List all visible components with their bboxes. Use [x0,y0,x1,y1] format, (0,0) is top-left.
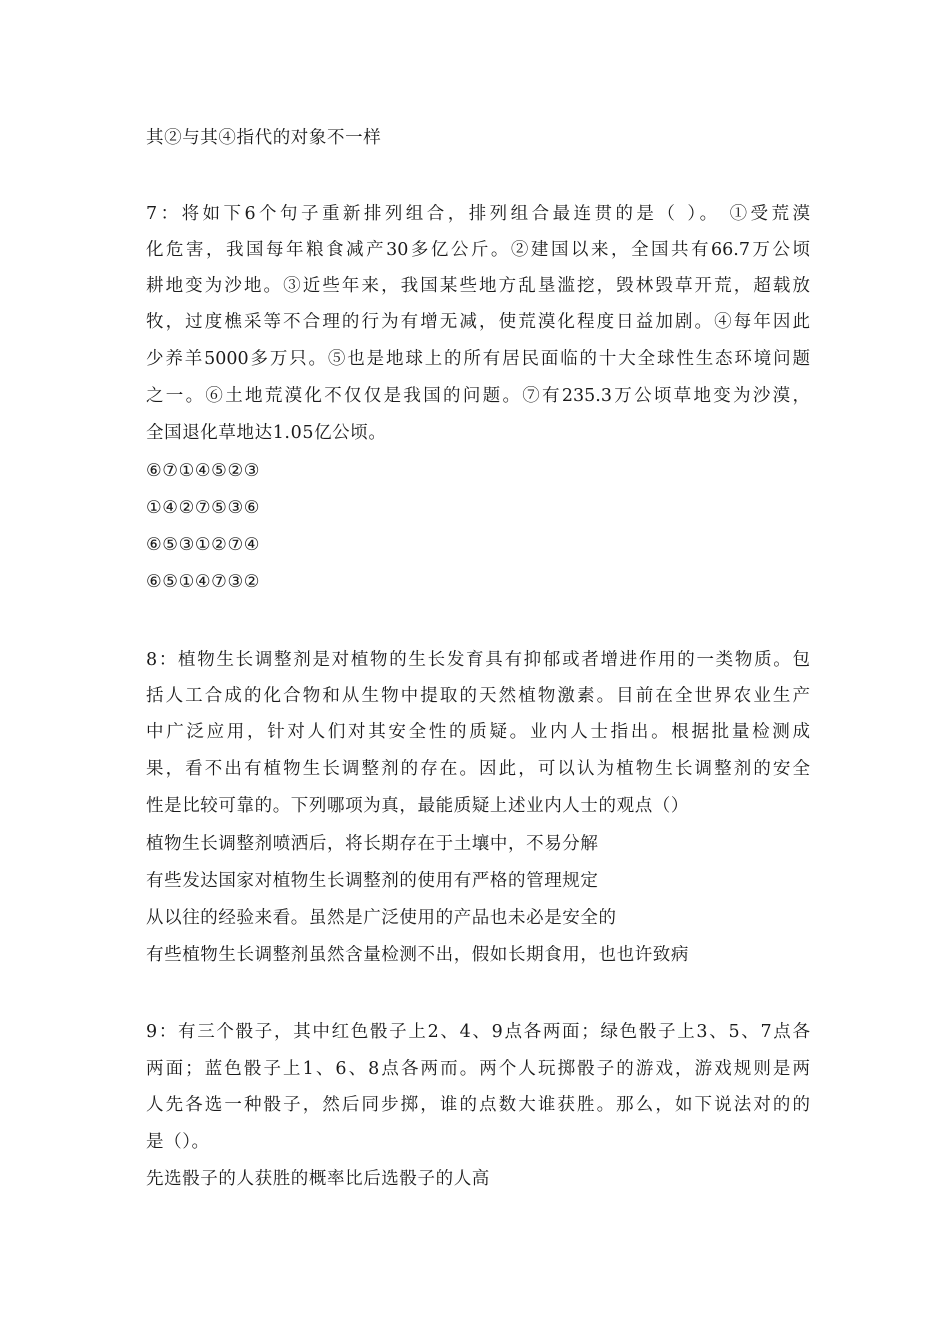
q8-line: 括人工合成的化合物和从生物中提取的天然植物激素。目前在全世界农业生产 [146,686,810,706]
q7-line: 之一。⑥土地荒漠化不仅仅是我国的问题。⑦有235.3万公顷草地变为沙漠， [146,386,810,406]
q7-line: 全国退化草地达1.05亿公顷。 [146,423,387,443]
q7-option: ⑥⑤①④⑦③② [146,572,261,592]
q8-line: 性是比较可靠的。下列哪项为真，最能质疑上述业内人士的观点（） [146,796,689,816]
q8-option: 植物生长调整剂喷洒后，将长期存在于土壤中，不易分解 [146,834,599,854]
q7-line: 牧，过度樵采等不合理的行为有增无减，使荒漠化程度日益加剧。④每年因此 [146,312,810,332]
q8-option: 有些发达国家对植物生长调整剂的使用有严格的管理规定 [146,871,599,891]
q8-line: 8：植物生长调整剂是对植物的生长发育具有抑郁或者增进作用的一类物质。包 [146,650,810,670]
q9-line: 是（）。 [146,1132,210,1152]
q7-line: 少养羊5000多万只。⑤也是地球上的所有居民面临的十大全球性生态环境问题 [146,349,810,369]
q7-line: 7：将如下6个句子重新排列组合，排列组合最连贯的是（ ）。 ①受荒漠 [146,204,810,224]
q7-line: 耕地变为沙地。③近些年来，我国某些地方乱垦滥挖，毁林毁草开荒，超载放 [146,276,810,296]
q9-line: 人先各选一种骰子，然后同步掷，谁的点数大谁获胜。那么，如下说法对的的 [146,1095,810,1115]
q8-option: 从以往的经验来看。虽然是广泛使用的产品也未必是安全的 [146,908,617,928]
q7-option: ⑥⑦①④⑤②③ [146,461,261,481]
q9-option: 先选骰子的人获胜的概率比后选骰子的人高 [146,1169,490,1189]
q9-line: 9：有三个骰子，其中红色骰子上2、4、9点各两面；绿色骰子上3、5、7点各 [146,1022,810,1042]
q8-line: 果，看不出有植物生长调整剂的存在。因此，可以认为植物生长调整剂的安全 [146,759,810,779]
q9-line: 两面；蓝色骰子上1、6、8点各两而。两个人玩掷骰子的游戏，游戏规则是两 [146,1059,810,1079]
q7-option: ⑥⑤③①②⑦④ [146,535,261,555]
q8-line: 中广泛应用，针对人们对其安全性的质疑。业内人士指出。根据批量检测成 [146,722,810,742]
q8-option: 有些植物生长调整剂虽然含量检测不出，假如长期食用，也也许致病 [146,945,689,965]
q7-line: 化危害，我国每年粮食减产30多亿公斤。②建国以来，全国共有66.7万公顷 [146,240,810,260]
q7-option: ①④②⑦⑤③⑥ [146,498,261,518]
intro-line: 其②与其④指代的对象不一样 [146,128,382,148]
